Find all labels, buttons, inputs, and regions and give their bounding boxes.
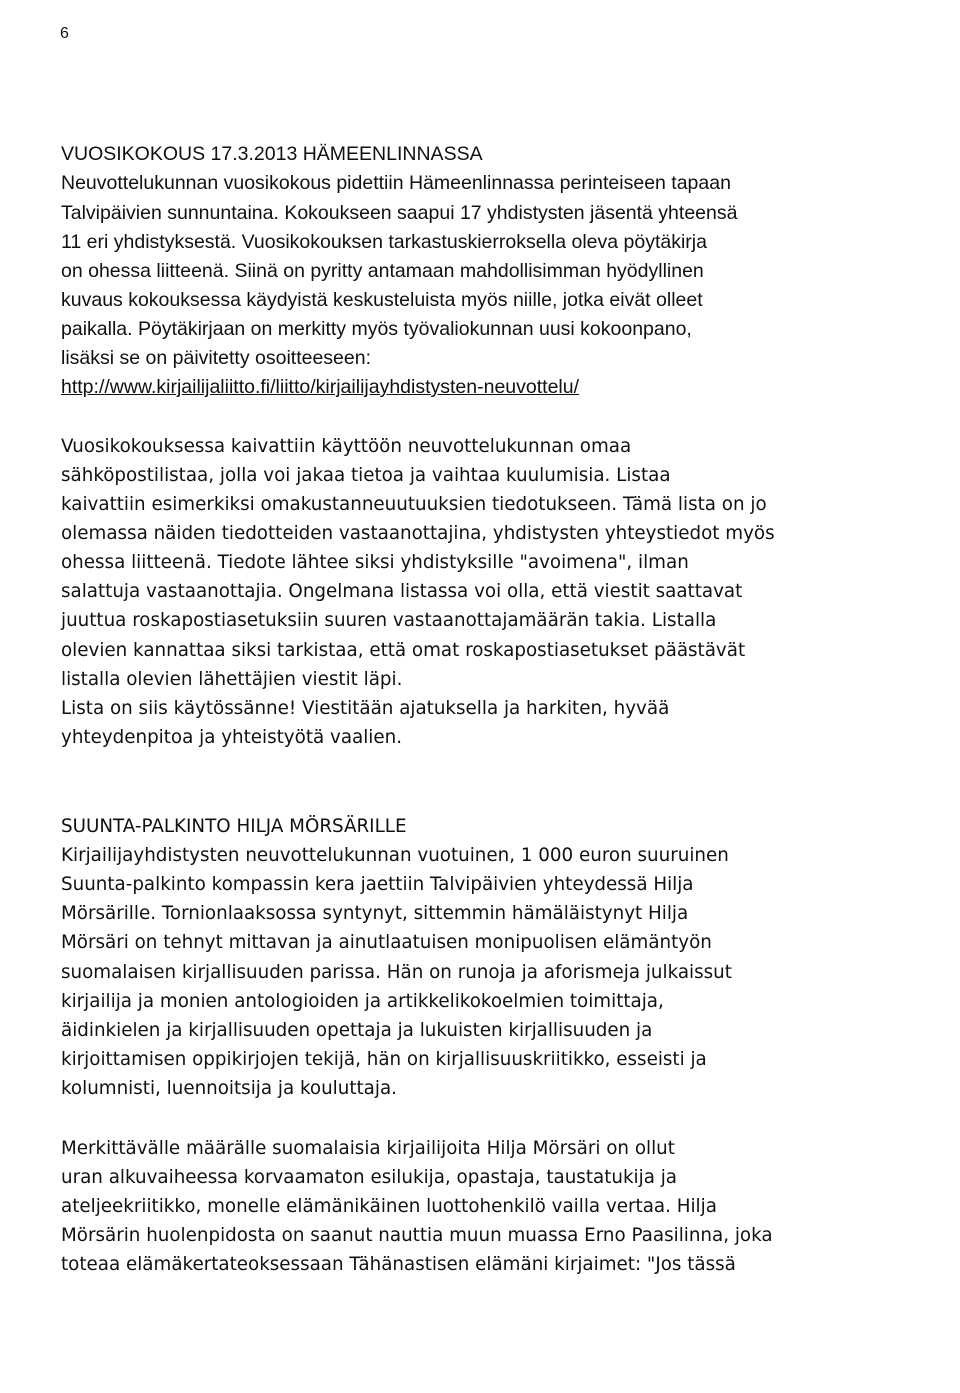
paragraph-line: Merkittävälle määrälle suomalaisia kirjailijoita Hilja Mörsäri on ollut	[61, 1138, 675, 1159]
paragraph-line: Kirjailijayhdistysten neuvottelukunnan vuotuinen, 1 000 euron suuruinen	[61, 845, 729, 866]
paragraph-line: kirjailija ja monien antologioiden ja artikkelikokoelmien toimittaja,	[61, 991, 664, 1012]
paragraph-line: kuvaus kokouksessa käydyistä keskusteluista myös niille, jotka eivät olleet	[61, 289, 703, 311]
paragraph-line: listalla olevien lähettäjien viestit läpi.	[61, 669, 403, 690]
paragraph-line: suomalaisen kirjallisuuden parissa. Hän on runoja ja aforismeja julkaissut	[61, 962, 732, 983]
paragraph-line: toteaa elämäkertateoksessaan Tähänastisen elämäni kirjaimet: "Jos tässä	[61, 1254, 736, 1275]
paragraph-line: Talvipäivien sunnuntaina. Kokoukseen saapui 17 yhdistysten jäsentä yhteensä	[61, 202, 738, 224]
paragraph-line: Vuosikokouksessa kaivattiin käyttöön neuvottelukunnan omaa	[61, 436, 632, 457]
paragraph-line: Suunta-palkinto kompassin kera jaettiin Talvipäivien yhteydessä Hilja	[61, 874, 694, 895]
paragraph-line: juuttua roskapostiasetuksiin suuren vastaanottajamäärän takia. Listalla	[61, 610, 717, 631]
paragraph-line: on ohessa liitteenä. Siinä on pyritty antamaan mahdollisimman hyödyllinen	[61, 260, 704, 282]
paragraph-line: ateljeekriitikko, monelle elämänikäinen luottohenkilö vailla vertaa. Hilja	[61, 1196, 717, 1217]
paragraph-line: kirjoittamisen oppikirjojen tekijä, hän on kirjallisuuskriitikko, esseisti ja	[61, 1049, 707, 1070]
paragraph-line: kaivattiin esimerkiksi omakustanneuutuuksien tiedotukseen. Tämä lista on jo	[61, 494, 767, 515]
paragraph-line: lisäksi se on päivitetty osoitteeseen:	[61, 347, 372, 369]
paragraph-line: Lista on siis käytössänne! Viestitään ajatuksella ja harkiten, hyvää	[61, 698, 670, 719]
paragraph-line: olemassa näiden tiedotteiden vastaanottajina, yhdistysten yhteystiedot myös	[61, 523, 775, 544]
paragraph-line: sähköpostilistaa, jolla voi jakaa tietoa ja vaihtaa kuulumisia. Listaa	[61, 465, 671, 486]
paragraph-line: äidinkielen ja kirjallisuuden opettaja ja lukuisten kirjallisuuden ja	[61, 1020, 653, 1041]
page-number: 6	[60, 25, 69, 42]
neuvottelu-link[interactable]: http://www.kirjailijaliitto.fi/liitto/kirjailijayhdistysten-neuvottelu/	[61, 376, 580, 398]
paragraph-line: kolumnisti, luennoitsija ja kouluttaja.	[61, 1078, 397, 1099]
paragraph-line: salattuja vastaanottajia. Ongelmana listassa voi olla, että viestit saattavat	[61, 581, 743, 602]
paragraph-line: Mörsärin huolenpidosta on saanut nauttia muun muassa Erno Paasilinna, joka	[61, 1225, 773, 1246]
paragraph-line: paikalla. Pöytäkirjaan on merkitty myös työvaliokunnan uusi kokoonpano,	[61, 318, 692, 340]
paragraph-line: ohessa liitteenä. Tiedote lähtee siksi yhdistyksille "avoimena", ilman	[61, 552, 689, 573]
paragraph-line: yhteydenpitoa ja yhteistyötä vaalien.	[61, 727, 403, 748]
section-heading-vuosikokous: VUOSIKOKOUS 17.3.2013 HÄMEENLINNASSA	[61, 143, 483, 165]
paragraph-line: olevien kannattaa siksi tarkistaa, että omat roskapostiasetukset päästävät	[61, 640, 746, 661]
paragraph-line: Mörsäri on tehnyt mittavan ja ainutlaatuisen monipuolisen elämäntyön	[61, 932, 712, 953]
section-heading-suunta-palkinto: SUUNTA-PALKINTO HILJA MÖRSÄRILLE	[61, 816, 407, 837]
paragraph-line: Neuvottelukunnan vuosikokous pidettiin Hämeenlinnassa perinteiseen tapaan	[61, 172, 731, 194]
paragraph-line: 11 eri yhdistyksestä. Vuosikokouksen tarkastuskierroksella oleva pöytäkirja	[61, 231, 707, 253]
paragraph-line: Mörsärille. Tornionlaaksossa syntynyt, sittemmin hämäläistynyt Hilja	[61, 903, 689, 924]
paragraph-line: uran alkuvaiheessa korvaamaton esilukija, opastaja, taustatukija ja	[61, 1167, 677, 1188]
